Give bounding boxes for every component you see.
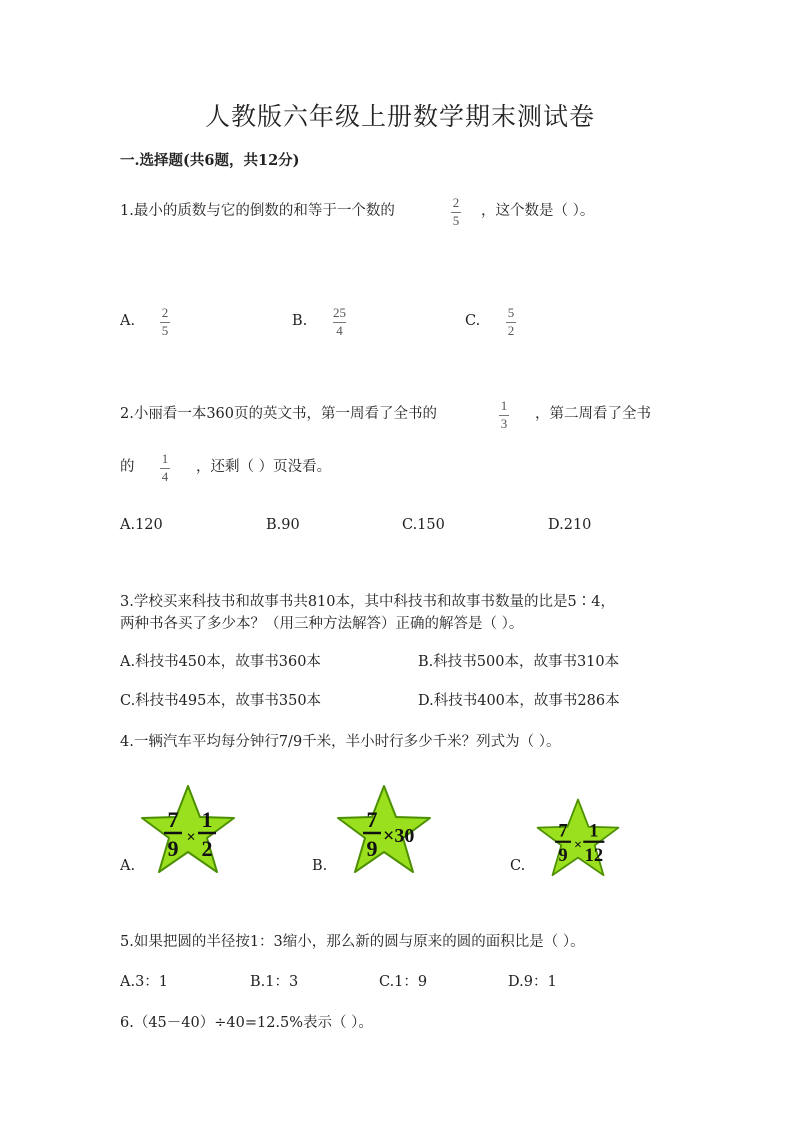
q1-option-c-fraction bbox=[506, 306, 516, 338]
right-denominator: 12 bbox=[584, 845, 604, 866]
q1-option-a-label[interactable]: A. bbox=[120, 313, 136, 329]
denominator: 2 bbox=[507, 323, 515, 338]
right-numerator: 1 bbox=[201, 807, 213, 832]
q1-option-c-label[interactable]: C. bbox=[465, 313, 481, 329]
q2-fraction-2 bbox=[160, 452, 170, 484]
q1-option-b-fraction bbox=[333, 306, 346, 338]
q4-option-b-star[interactable] bbox=[334, 782, 434, 882]
numerator: 2 bbox=[161, 305, 169, 320]
q3-line2: 两种书各买了多少本？（用三种方法解答）正确的解答是（ ）。 bbox=[120, 616, 524, 632]
denominator: 4 bbox=[336, 323, 343, 338]
q4-stem: 4.一辆汽车平均每分钟行7/9千米，半小时行多少千米？列式为（ ）。 bbox=[120, 734, 561, 750]
q1-option-b-label[interactable]: B. bbox=[292, 313, 308, 329]
q4-option-b-label[interactable]: B. bbox=[312, 858, 328, 874]
q2-option-a[interactable]: A.120 bbox=[120, 517, 163, 533]
q4-option-a-star[interactable] bbox=[138, 782, 238, 882]
denominator: 5 bbox=[452, 213, 460, 228]
numerator: 1 bbox=[161, 451, 169, 466]
denominator: 9 bbox=[558, 845, 568, 866]
q2-line1-after: ，第二周看了全书 bbox=[535, 406, 651, 422]
q2-fraction-1 bbox=[499, 399, 509, 431]
denominator: 4 bbox=[161, 469, 169, 484]
numerator: 7 bbox=[366, 807, 378, 832]
q3-option-a[interactable]: A.科技书450本，故事书360本 bbox=[120, 654, 321, 670]
operator: × bbox=[573, 836, 583, 853]
q2-option-c[interactable]: C.150 bbox=[402, 517, 445, 533]
q1-option-a-fraction bbox=[160, 306, 170, 338]
q3-option-b[interactable]: B.科技书500本，故事书310本 bbox=[418, 654, 620, 670]
numerator: 25 bbox=[333, 305, 346, 320]
numerator: 7 bbox=[167, 807, 179, 832]
q5-option-c[interactable]: C.1：9 bbox=[379, 974, 428, 990]
q2-option-b[interactable]: B.90 bbox=[266, 517, 300, 533]
right-numerator: 1 bbox=[589, 820, 599, 841]
q3-line1: 3.学校买来科技书和故事书共810本，其中科技书和故事书数量的比是5∶4， bbox=[120, 594, 615, 610]
q6-stem: 6.（45－40）÷40=12.5%表示（ ）。 bbox=[120, 1015, 373, 1031]
operator: ×30 bbox=[383, 825, 415, 847]
q5-option-d[interactable]: D.9：1 bbox=[508, 974, 557, 990]
q2-line1-before: 2.小丽看一本360页的英文书，第一周看了全书的 bbox=[120, 406, 438, 422]
q3-option-c[interactable]: C.科技书495本，故事书350本 bbox=[120, 693, 322, 709]
numerator: 2 bbox=[452, 195, 460, 210]
q4-option-c-label[interactable]: C. bbox=[510, 858, 526, 874]
section-heading: 一.选择题(共6题，共12分) bbox=[120, 152, 300, 169]
q1-stem-before: 1.最小的质数与它的倒数的和等于一个数的 bbox=[120, 203, 395, 219]
denominator: 9 bbox=[167, 836, 179, 861]
q5-stem: 5.如果把圆的半径按1：3缩小，那么新的圆与原来的圆的面积比是（ ）。 bbox=[120, 934, 585, 950]
page-title: 人教版六年级上册数学期末测试卷 bbox=[204, 102, 595, 131]
numerator: 5 bbox=[507, 305, 515, 320]
q5-option-a[interactable]: A.3：1 bbox=[120, 974, 169, 990]
right-denominator: 2 bbox=[201, 836, 213, 861]
q4-option-c-star[interactable] bbox=[534, 796, 622, 884]
numerator: 1 bbox=[500, 398, 508, 413]
q2-line2-after: ，还剩（ ）页没看。 bbox=[196, 459, 332, 475]
q1-stem-after: ，这个数是（ ）。 bbox=[481, 203, 595, 219]
q4-option-a-label[interactable]: A. bbox=[120, 858, 136, 874]
q5-option-b[interactable]: B.1：3 bbox=[250, 974, 299, 990]
operator: × bbox=[186, 829, 196, 846]
q2-line2-before: 的 bbox=[120, 459, 135, 475]
numerator: 7 bbox=[558, 820, 568, 841]
q2-option-d[interactable]: D.210 bbox=[548, 517, 592, 533]
denominator: 3 bbox=[500, 416, 508, 431]
denominator: 5 bbox=[161, 323, 169, 338]
q3-option-d[interactable]: D.科技书400本，故事书286本 bbox=[418, 693, 620, 709]
denominator: 9 bbox=[366, 836, 378, 861]
q1-stem-fraction bbox=[451, 196, 461, 228]
